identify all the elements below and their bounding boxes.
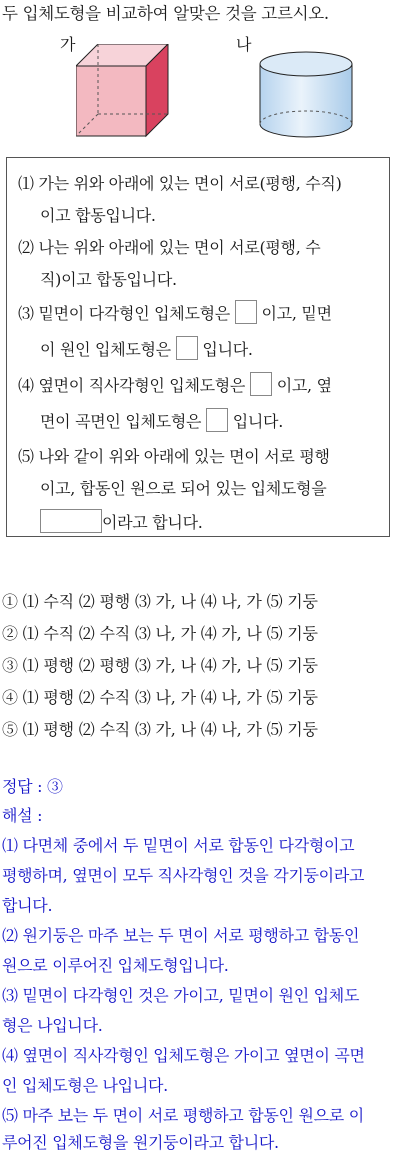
cylinder-top-face <box>260 52 352 76</box>
explanation-line: 평행하며, 옆면이 모두 직사각형인 것을 각기둥이라고 <box>2 866 365 885</box>
explanation-line: ⑵ 원기둥은 마주 보는 두 면이 서로 평행하고 합동인 <box>2 926 360 945</box>
figure-label-ga: 가 <box>60 35 76 54</box>
choice-5[interactable]: ⑤ ⑴ 평행 ⑵ 수직 ⑶ 가, 나 ⑷ 나, 가 ⑸ 기둥 <box>2 720 318 739</box>
explanation-line: ⑶ 밑면이 다각형인 것은 가이고, 밑면이 원인 입체도 <box>2 986 360 1005</box>
statement-1-line2: 이고 합동입니다. <box>40 206 156 225</box>
explanation-line: ⑷ 옆면이 직사각형인 입체도형은 가이고 옆면이 곡면 <box>2 1046 365 1065</box>
statement-5-line1: ⑸ 나와 같이 위와 아래에 있는 면이 서로 평행 <box>18 447 330 466</box>
statement-3-line2 <box>40 336 253 360</box>
statement-4-text-d: 입니다. <box>232 412 283 431</box>
cube-front-face <box>76 66 146 136</box>
explanation-line: ⑴ 다면체 중에서 두 밑면이 서로 합동인 다각형이고 <box>2 836 355 855</box>
statement-4-line1 <box>18 372 332 396</box>
choice-1[interactable]: ① ⑴ 수직 ⑵ 평행 ⑶ 가, 나 ⑷ 나, 가 ⑸ 기둥 <box>2 592 318 611</box>
explanation-line: 형은 나입니다. <box>2 1016 103 1035</box>
explanation-label: 해설 : <box>2 806 43 825</box>
cylinder-figure <box>258 50 354 142</box>
statement-3-text-d: 입니다. <box>202 340 253 359</box>
explanation-line: 원으로 이루어진 입체도형입니다. <box>2 956 229 975</box>
statement-3-line1 <box>18 300 332 324</box>
statement-4-line2 <box>40 408 283 432</box>
cube-figure <box>76 44 176 138</box>
statement-5-line3 <box>40 509 203 533</box>
answer-blank[interactable] <box>235 300 257 324</box>
answer-blank[interactable] <box>176 336 198 360</box>
statement-2-line2: 직)이고 합동입니다. <box>40 270 177 289</box>
explanation-line: 합니다. <box>2 896 53 915</box>
choice-3[interactable]: ③ ⑴ 평행 ⑵ 평행 ⑶ 가, 나 ⑷ 가, 나 ⑸ 기둥 <box>2 656 318 675</box>
statement-3-text-c: 이 원인 입체도형은 <box>40 340 171 359</box>
statement-3-text-a: ⑶ 밑면이 다각형인 입체도형은 <box>18 304 230 323</box>
statement-5-line2: 이고, 합동인 원으로 되어 있는 입체도형을 <box>40 479 327 498</box>
explanation-line: ⑸ 마주 보는 두 면이 서로 평행하고 합동인 원으로 이 <box>2 1106 364 1125</box>
statement-3-text-b: 이고, 밑면 <box>261 304 332 323</box>
answer-blank-wide[interactable] <box>40 509 102 533</box>
answer-text: 정답 : ③ <box>2 777 63 796</box>
statement-2-line1: ⑵ 나는 위와 아래에 있는 면이 서로(평행, 수 <box>18 238 321 257</box>
choice-4[interactable]: ④ ⑴ 평행 ⑵ 수직 ⑶ 나, 가 ⑷ 나, 가 ⑸ 기둥 <box>2 688 318 707</box>
answer-blank[interactable] <box>250 372 272 396</box>
answer-blank[interactable] <box>206 408 228 432</box>
statement-4-text-b: 이고, 옆 <box>276 376 332 395</box>
statement-1-line1: ⑴ 가는 위와 아래에 있는 면이 서로(평행, 수직) <box>18 174 342 193</box>
question-title: 두 입체도형을 비교하여 알맞은 것을 고르시오. <box>2 4 329 23</box>
explanation-line: 루어진 입체도형을 원기둥이라고 합니다. <box>2 1133 279 1152</box>
statement-4-text-a: ⑷ 옆면이 직사각형인 입체도형은 <box>18 376 246 395</box>
statement-4-text-c: 면이 곡면인 입체도형은 <box>40 412 202 431</box>
explanation-line: 인 입체도형은 나입니다. <box>2 1076 168 1095</box>
figure-label-na: 나 <box>236 35 252 54</box>
choice-2[interactable]: ② ⑴ 수직 ⑵ 수직 ⑶ 나, 가 ⑷ 가, 나 ⑸ 기둥 <box>2 624 318 643</box>
statement-5-text-c: 이라고 합니다. <box>102 513 203 532</box>
